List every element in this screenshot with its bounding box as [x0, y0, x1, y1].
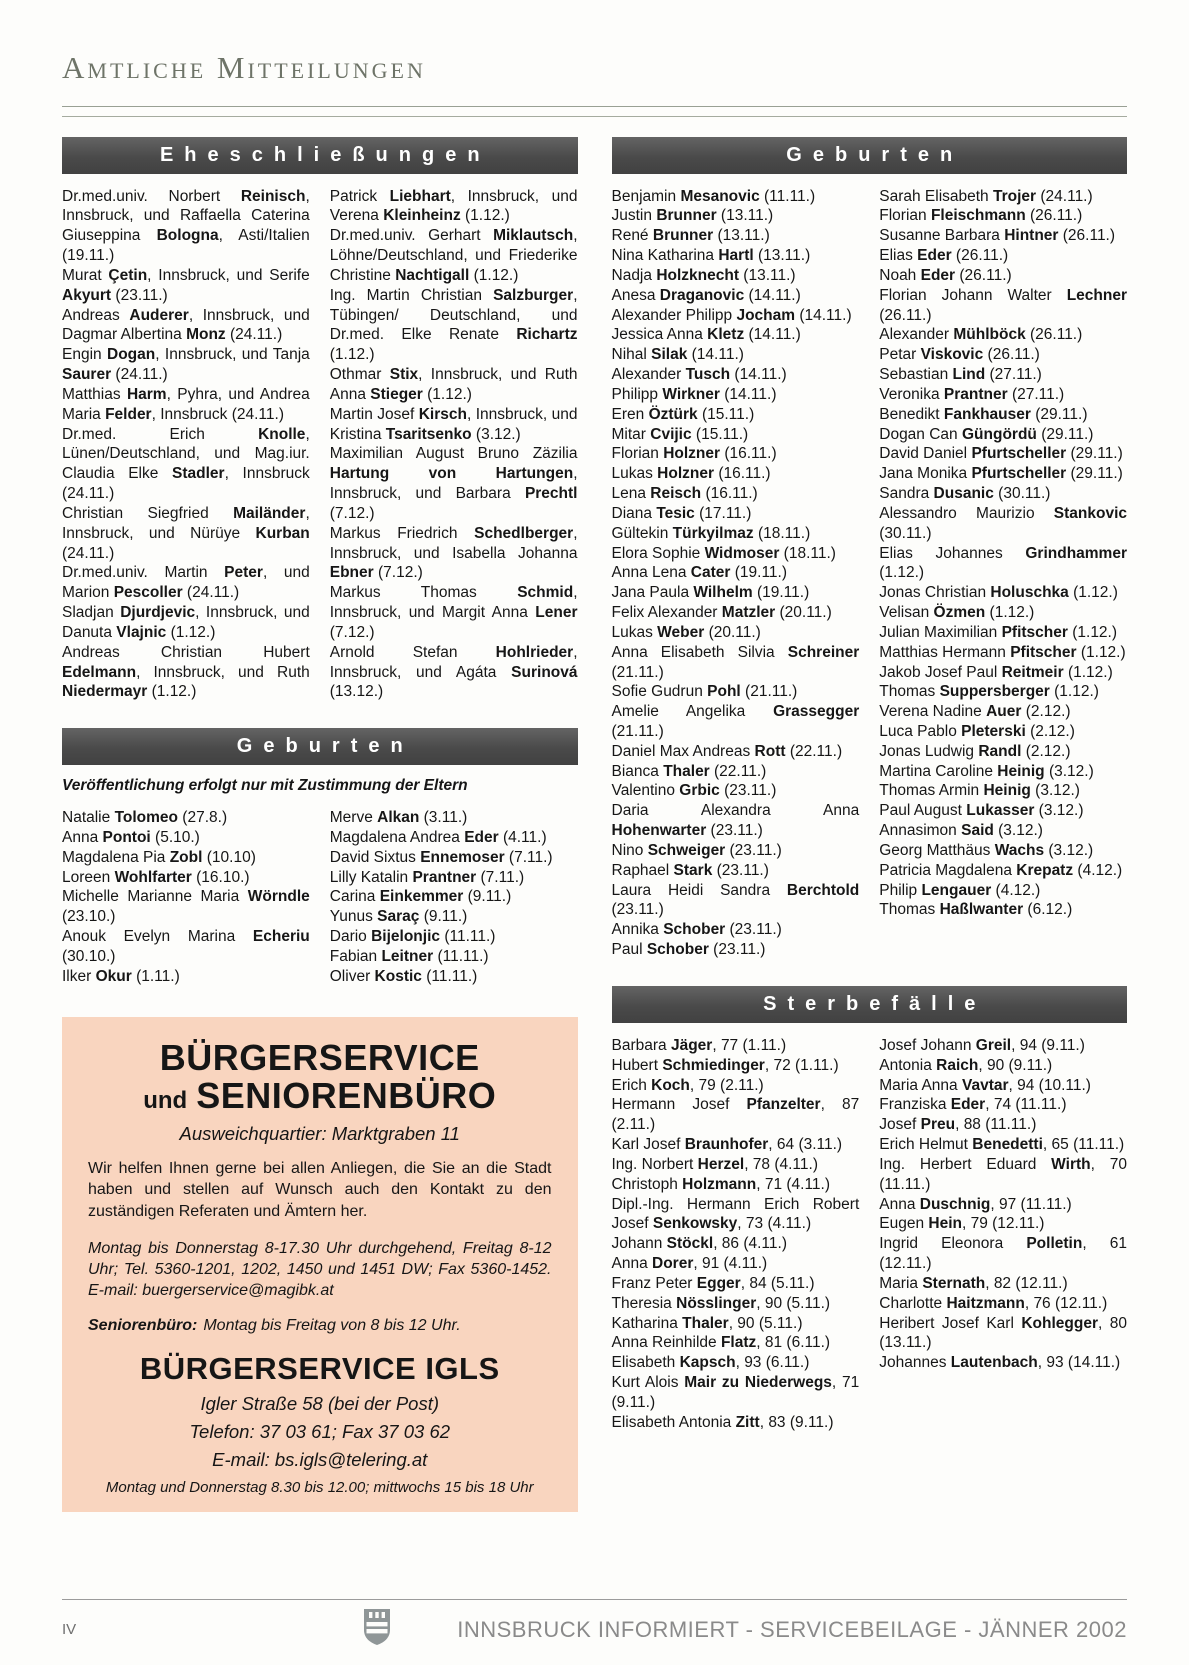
list-item: Markus Thomas Schmid, Innsbruck, und Margit Anna Lener (7.12.) — [329, 584, 578, 641]
masthead — [62, 51, 1127, 117]
list-item: Patrick Liebhart, Innsbruck, und Verena Kleinheinz (1.12.) — [329, 187, 578, 225]
list-item: Magdalena Pia Zobl (10.10) — [62, 848, 256, 866]
list-item: Fabian Leitner (11.11.) — [329, 947, 489, 965]
list-item: Dr.med.univ. Gerhart Miklautsch, Löhne/Deutschland, und Friederike Christine Nachtigall (1.12.) — [329, 227, 578, 284]
list-item: Antonia Raich, 90 (9.11.) — [879, 1056, 1053, 1074]
list-item: Florian Holzner (16.11.) — [611, 445, 777, 463]
births-right-column-1 — [612, 187, 860, 960]
list-item: Lilly Katalin Prantner (7.11.) — [329, 868, 525, 886]
list-item: Josef Preu, 88 (11.11.) — [879, 1116, 1037, 1134]
births-left-columns — [62, 808, 578, 986]
list-item: Natalie Tolomeo (27.8.) — [62, 809, 228, 827]
list-item: Dr.med.univ. Norbert Reinisch, Innsbruck, und Raffaella Caterina Giuseppina Bologna, Asti/Italien (19.11.) — [62, 187, 310, 265]
list-item: Maria Anna Vavtar, 94 (10.11.) — [879, 1076, 1091, 1094]
list-item: Charlotte Haitzmann, 76 (12.11.) — [879, 1294, 1108, 1312]
section-title-births-left: Geburten — [236, 735, 414, 758]
births-consent-note: Veröffentlichung erfolgt nur mit Zustimmung der Eltern — [62, 777, 468, 795]
list-item: Nadja Holzknecht (13.11.) — [611, 266, 796, 284]
births-right-column-2 — [879, 187, 1127, 960]
list-item: Ing. Norbert Herzel, 78 (4.11.) — [611, 1155, 818, 1173]
list-item: Matthias Hermann Pfitscher (1.12.) — [879, 643, 1126, 661]
content — [62, 137, 1127, 1512]
births-right-columns — [612, 187, 1128, 960]
list-item: Michelle Marianne Maria Wörndle (23.10.) — [62, 888, 310, 926]
list-item: Benedikt Fankhauser (29.11.) — [879, 405, 1088, 423]
deaths-columns — [612, 1036, 1128, 1433]
list-item: Noah Eder (26.11.) — [879, 266, 1012, 284]
list-item: Elias Johannes Grindhammer (1.12.) — [879, 544, 1127, 582]
list-item: Benjamin Mesanovic (11.11.) — [611, 187, 816, 205]
list-item: Franz Peter Egger, 84 (5.11.) — [611, 1274, 815, 1292]
service-title: BÜRGERSERVICE — [159, 1036, 480, 1078]
list-item: Dr.med. Erich Knolle, Lünen/Deutschland, und Mag.iur. Claudia Elke Stadler, Innsbruck (24.11.) — [62, 425, 310, 503]
list-item: Eren Öztürk (15.11.) — [611, 405, 755, 423]
list-item: Eugen Hein, 79 (12.11.) — [879, 1215, 1045, 1233]
list-item: Sandra Dusanic (30.11.) — [879, 485, 1051, 503]
service-hours-contact: Montag bis Donnerstag 8-17.30 Uhr durchgehend, Freitag 8-12 Uhr; Tel. 5360-1201, 1202, 1450 und 1451 DW; Fax 5360-1452. E-mail: buergerservice@magibk.at — [88, 1239, 552, 1299]
buergerservice-ad-box — [62, 1017, 578, 1512]
births-left-column-1 — [62, 808, 310, 986]
list-item: Gültekin Türkyilmaz (18.11.) — [611, 524, 811, 542]
page-number: IV — [62, 1621, 77, 1638]
list-item: Jana Paula Wilhelm (19.11.) — [611, 584, 810, 602]
list-item: Johannes Lautenbach, 93 (14.11.) — [879, 1354, 1121, 1372]
list-item: Theresia Nösslinger, 90 (5.11.) — [611, 1294, 831, 1312]
page-title: Amtliche Mitteilungen — [62, 49, 426, 85]
list-item: Raphael Stark (23.11.) — [611, 861, 769, 879]
list-item: Andreas Christian Hubert Edelmann, Innsbruck, und Ruth Niedermayr (1.12.) — [62, 643, 310, 701]
left-column — [62, 137, 578, 1512]
list-item: Julian Maximilian Pfitscher (1.12.) — [879, 623, 1118, 641]
list-item: Luca Pablo Pleterski (2.12.) — [879, 722, 1075, 740]
innsbruck-coat-of-arms-icon — [362, 1608, 392, 1646]
list-item: Nina Katharina Hartl (13.11.) — [611, 247, 811, 265]
list-item: Jonas Ludwig Randl (2.12.) — [879, 742, 1071, 760]
list-item: Ing. Herbert Eduard Wirth, 70 (11.11.) — [879, 1155, 1127, 1193]
list-item: David Daniel Pfurtscheller (29.11.) — [879, 445, 1123, 463]
list-item: Paul August Lukasser (3.12.) — [879, 802, 1084, 820]
list-item: Thomas Armin Heinig (3.12.) — [879, 782, 1080, 800]
list-item: Valentino Grbic (23.11.) — [611, 782, 777, 800]
list-item: Maria Sternath, 82 (12.11.) — [879, 1274, 1068, 1292]
list-item: Andreas Auderer, Innsbruck, und Dagmar Albertina Monz (24.11.) — [62, 306, 310, 344]
deaths-column-1 — [612, 1036, 860, 1433]
section-header-deaths — [612, 986, 1128, 1023]
list-item: Lena Reisch (16.11.) — [611, 485, 758, 503]
list-item: Bianca Thaler (22.11.) — [611, 762, 767, 780]
list-item: Merve Alkan (3.11.) — [329, 809, 468, 827]
list-item: Elora Sophie Widmoser (18.11.) — [611, 544, 836, 562]
list-item: Anouk Evelyn Marina Echeriu (30.10.) — [62, 928, 310, 965]
list-item: Carina Einkemmer (9.11.) — [329, 888, 512, 906]
service-title-line2 — [88, 1077, 552, 1116]
seniorenbuero-label: Seniorenbüro: — [88, 1317, 198, 1335]
births-left-column-2 — [330, 808, 578, 986]
list-item: Ingrid Eleonora Polletin, 61 (12.11.) — [879, 1235, 1127, 1273]
list-item: Daria Alexandra Anna Hohenwarter (23.11.) — [611, 802, 860, 840]
footer-publication-title: INNSBRUCK INFORMIERT - SERVICEBEILAGE - JÄNNER 2002 — [457, 1616, 1127, 1642]
list-item: Anna Pontoi (5.10.) — [62, 828, 200, 846]
list-item: Dr.med.univ. Martin Peter, und Marion Pescoller (24.11.) — [62, 564, 310, 602]
section-header-marriages — [62, 137, 578, 174]
service-subtitle: Ausweichquartier: Marktgraben 11 — [179, 1123, 460, 1145]
list-item: Thomas Suppersberger (1.12.) — [879, 683, 1099, 701]
list-item: Kurt Alois Mair zu Niederwegs, 71 (9.11.) — [611, 1374, 860, 1411]
list-item: Anna Dorer, 91 (4.11.) — [611, 1255, 768, 1273]
list-item: Murat Çetin, Innsbruck, und Serife Akyurt (23.11.) — [62, 266, 310, 304]
section-title-marriages: Eheschließungen — [159, 143, 491, 166]
list-item: Sarah Elisabeth Trojer (24.11.) — [879, 187, 1093, 205]
list-item: Verena Nadine Auer (2.12.) — [879, 703, 1071, 721]
service-body-text: Wir helfen Ihnen gerne bei allen Anliegen, die Sie an die Stadt haben und stellen auf Wunsch auch den Kontakt zu den zuständigen Referaten und Ämtern her. — [88, 1160, 552, 1220]
list-item: Laura Heidi Sandra Berchtold (23.11.) — [611, 881, 860, 919]
list-item: Patricia Magdalena Krepatz (4.12.) — [879, 861, 1123, 879]
list-item: Sladjan Djurdjevic, Innsbruck, und Danuta Vlajnic (1.12.) — [62, 604, 310, 641]
list-item: Amelie Angelika Grassegger (21.11.) — [611, 703, 860, 740]
section-marriages — [62, 137, 578, 703]
list-item: Felix Alexander Matzler (20.11.) — [611, 604, 832, 622]
service-title-prefix: und — [143, 1087, 188, 1115]
list-item: Jessica Anna Kletz (14.11.) — [611, 326, 801, 344]
list-item: Florian Fleischmann (26.11.) — [879, 207, 1083, 225]
list-item: Nino Schweiger (23.11.) — [611, 841, 782, 859]
list-item: René Brunner (13.11.) — [611, 227, 770, 245]
list-item: Anesa Draganovic (14.11.) — [611, 286, 801, 304]
list-item: Martin Josef Kirsch, Innsbruck, und Kristina Tsaritsenko (3.12.) — [329, 405, 578, 443]
list-item: Arnold Stefan Hohlrieder, Innsbruck, und Agáta Surinová (13.12.) — [329, 643, 578, 701]
list-item: Christoph Holzmann, 71 (4.11.) — [611, 1175, 831, 1193]
list-item: Petar Viskovic (26.11.) — [879, 346, 1040, 364]
igls-address: Igler Straße 58 (bei der Post) — [200, 1393, 440, 1415]
list-item: Dario Bijelonjic (11.11.) — [329, 928, 496, 946]
list-item: Lukas Holzner (16.11.) — [611, 465, 771, 483]
list-item: Franziska Eder, 74 (11.11.) — [879, 1096, 1067, 1114]
list-item: Susanne Barbara Hintner (26.11.) — [879, 227, 1116, 245]
marriages-column-1 — [62, 187, 310, 703]
section-title-births-right: Geburten — [786, 143, 964, 166]
marriages-column-2 — [330, 187, 578, 703]
list-item: Matthias Harm, Pyhra, und Andrea Maria Felder, Innsbruck (24.11.) — [62, 385, 310, 423]
igls-phone: Telefon: 37 03 61; Fax 37 03 62 — [189, 1421, 451, 1443]
list-item: Othmar Stix, Innsbruck, und Ruth Anna Stieger (1.12.) — [329, 366, 578, 403]
list-item: Veronika Prantner (27.11.) — [879, 385, 1065, 403]
list-item: Annika Schober (23.11.) — [611, 921, 782, 939]
section-header-births-right — [612, 137, 1128, 174]
list-item: Ilker Okur (1.11.) — [62, 967, 180, 985]
deaths-column-2 — [879, 1036, 1127, 1433]
seniorenbuero-hours-line — [88, 1317, 552, 1335]
section-births-right — [612, 137, 1128, 960]
list-item: Annasimon Said (3.12.) — [879, 822, 1043, 840]
list-item: Mitar Cvijic (15.11.) — [611, 425, 749, 443]
marriages-columns — [62, 187, 578, 703]
right-column — [612, 137, 1128, 1512]
list-item: Anna Duschnig, 97 (11.11.) — [879, 1195, 1072, 1213]
list-item: Anna Reinhilde Flatz, 81 (6.11.) — [611, 1334, 831, 1352]
list-item: Elias Eder (26.11.) — [879, 247, 1009, 265]
list-item: Elisabeth Antonia Zitt, 83 (9.11.) — [611, 1413, 834, 1431]
list-item: Georg Matthäus Wachs (3.12.) — [879, 841, 1094, 859]
seniorenbuero-hours: Montag bis Freitag von 8 bis 12 Uhr. — [203, 1317, 461, 1335]
list-item: Maximilian August Bruno Zäzilia Hartung von Hartungen, Innsbruck, und Barbara Prechtl (7.12.) — [329, 445, 578, 522]
list-item: Ing. Martin Christian Salzburger, Tübingen/ Deutschland, und Dr.med. Elke Renate Richartz (1.12.) — [329, 286, 578, 364]
list-item: Alessandro Maurizio Stankovic (30.11.) — [879, 504, 1127, 542]
list-item: Jana Monika Pfurtscheller (29.11.) — [879, 465, 1123, 483]
list-item: Yunus Saraç (9.11.) — [329, 908, 468, 926]
list-item: Thomas Haßlwanter (6.12.) — [879, 901, 1073, 919]
list-item: Sebastian Lind (27.11.) — [879, 366, 1042, 384]
list-item: Loreen Wohlfarter (16.10.) — [62, 868, 250, 886]
list-item: Nihal Silak (14.11.) — [611, 346, 744, 364]
list-item: Philipp Wirkner (14.11.) — [611, 385, 777, 403]
list-item: Josef Johann Greil, 94 (9.11.) — [879, 1036, 1085, 1054]
list-item: Martina Caroline Heinig (3.12.) — [879, 762, 1094, 780]
list-item: Oliver Kostic (11.11.) — [329, 967, 478, 985]
list-item: Velisan Özmen (1.12.) — [879, 604, 1035, 622]
list-item: Alexander Tusch (14.11.) — [611, 366, 787, 384]
list-item: Karl Josef Braunhofer, 64 (3.11.) — [611, 1136, 843, 1154]
list-item: Lukas Weber (20.11.) — [611, 623, 761, 641]
list-item: Florian Johann Walter Lechner (26.11.) — [879, 286, 1127, 324]
list-item: Magdalena Andrea Eder (4.11.) — [329, 828, 547, 846]
igls-hours: Montag und Donnerstag 8.30 bis 12.00; mittwochs 15 bis 18 Uhr — [105, 1479, 534, 1497]
list-item: Sofie Gudrun Pohl (21.11.) — [611, 683, 798, 701]
section-title-deaths: Sterbefälle — [763, 992, 987, 1015]
list-item: Heribert Josef Karl Kohlegger, 80 (13.11.) — [879, 1314, 1127, 1352]
list-item: Erich Koch, 79 (2.11.) — [611, 1076, 764, 1094]
list-item: Dogan Can Güngördü (29.11.) — [879, 425, 1094, 443]
list-item: Alexander Mühlböck (26.11.) — [879, 326, 1083, 344]
page-footer — [62, 1599, 1127, 1645]
service-title-seniorenbuero: SENIORENBÜRO — [196, 1075, 497, 1117]
service-igls-title: BÜRGERSERVICE IGLS — [139, 1351, 500, 1387]
list-item: Engin Dogan, Innsbruck, und Tanja Saurer (24.11.) — [62, 346, 310, 384]
list-item: Dipl.-Ing. Hermann Erich Robert Josef Senkowsky, 73 (4.11.) — [611, 1195, 860, 1233]
list-item: Daniel Max Andreas Rott (22.11.) — [611, 742, 843, 760]
list-item: Erich Helmut Benedetti, 65 (11.11.) — [879, 1136, 1125, 1154]
list-item: David Sixtus Ennemoser (7.11.) — [329, 848, 553, 866]
list-item: Anna Elisabeth Silvia Schreiner (21.11.) — [611, 643, 860, 681]
list-item: Barbara Jäger, 77 (1.11.) — [611, 1036, 787, 1054]
section-header-births-left — [62, 728, 578, 765]
list-item: Anna Lena Cater (19.11.) — [611, 564, 788, 582]
igls-email: E-mail: bs.igls@telering.at — [212, 1449, 428, 1471]
list-item: Hermann Josef Pfanzelter, 87 (2.11.) — [611, 1096, 860, 1134]
list-item: Elisabeth Kapsch, 93 (6.11.) — [611, 1354, 810, 1372]
list-item: Jakob Josef Paul Reitmeir (1.12.) — [879, 663, 1113, 681]
list-item: Paul Schober (23.11.) — [611, 941, 766, 959]
list-item: Katharina Thaler, 90 (5.11.) — [611, 1314, 803, 1332]
list-item: Johann Stöckl, 86 (4.11.) — [611, 1235, 787, 1253]
masthead-double-rule — [62, 106, 1127, 117]
list-item: Alexander Philipp Jocham (14.11.) — [611, 306, 852, 324]
list-item: Markus Friedrich Schedlberger, Innsbruck, und Isabella Johanna Ebner (7.12.) — [329, 524, 578, 582]
list-item: Philip Lengauer (4.12.) — [879, 881, 1041, 899]
list-item: Jonas Christian Holuschka (1.12.) — [879, 584, 1118, 602]
list-item: Justin Brunner (13.11.) — [611, 207, 774, 225]
list-item: Hubert Schmiedinger, 72 (1.11.) — [611, 1056, 839, 1074]
list-item: Christian Siegfried Mailänder, Innsbruck, und Nürüye Kurban (24.11.) — [62, 504, 310, 562]
section-deaths — [612, 986, 1128, 1433]
list-item: Diana Tesic (17.11.) — [611, 504, 752, 522]
section-births-left — [62, 728, 578, 986]
